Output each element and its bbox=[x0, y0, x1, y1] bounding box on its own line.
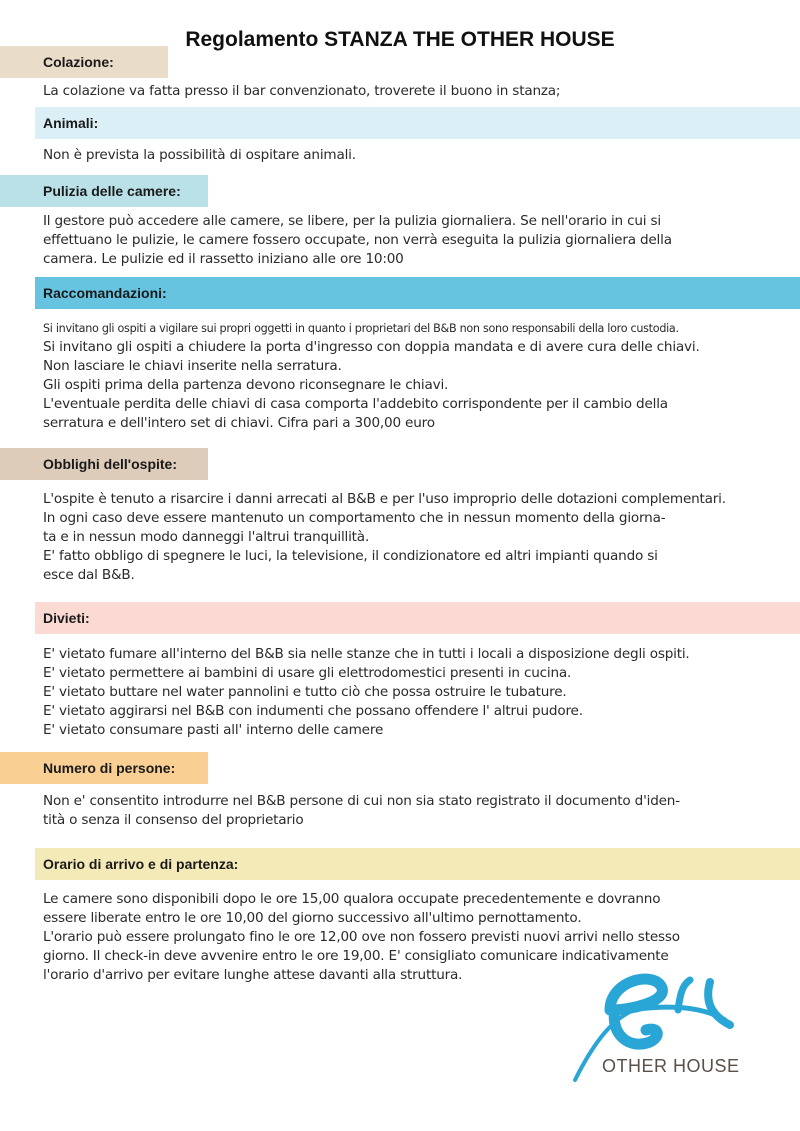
text-line: tità o senza il consenso del proprietario bbox=[43, 812, 304, 828]
text-line: La colazione va fatta presso il bar convenzionato, troverete il buono in stanza; bbox=[43, 83, 561, 99]
text-line: l'orario d'arrivo per evitare lunghe attese davanti alla struttura. bbox=[43, 967, 463, 983]
text-line: Gli ospiti prima della partenza devono riconsegnare le chiavi. bbox=[43, 377, 449, 393]
text-line: E' vietato aggirarsi nel B&B con indumenti che possano offendere l' altrui pudore. bbox=[43, 703, 583, 719]
text-line: essere liberate entro le ore 10,00 del giorno successivo all'ultimo pernottamento. bbox=[43, 910, 582, 926]
text-line: L'eventuale perdita delle chiavi di casa comporta l'addebito corrispondente per il cambio della bbox=[43, 396, 668, 412]
section-body-animali bbox=[43, 146, 356, 165]
section-heading-colazione: Colazione: bbox=[0, 46, 168, 78]
text-line: serratura e dell'intero set di chiavi. Cifra pari a 300,00 euro bbox=[43, 415, 435, 431]
section-heading-obblighi: Obblighi dell'ospite: bbox=[0, 448, 208, 480]
page-title: Regolamento STANZA THE OTHER HOUSE bbox=[185, 28, 615, 51]
logo-text: OTHER HOUSE bbox=[602, 1056, 740, 1076]
text-line: Si invitano gli ospiti a chiudere la porta d'ingresso con doppia mandata e di avere cura delle chiavi. bbox=[43, 339, 700, 355]
section-heading-orario: Orario di arrivo e di partenza: bbox=[35, 848, 800, 880]
text-line: Non e' consentito introdurre nel B&B persone di cui non sia stato registrato il documento d'iden- bbox=[43, 793, 680, 809]
text-line: Il gestore può accedere alle camere, se libere, per la pulizia giornaliera. Se nell'orario in cui si bbox=[43, 213, 661, 229]
text-line: L'orario può essere prolungato fino le ore 12,00 ove non fossero previsti nuovi arrivi nello stesso bbox=[43, 929, 680, 945]
section-body-obblighi bbox=[43, 490, 726, 585]
section-body-colazione bbox=[43, 82, 560, 101]
text-line: E' vietato fumare all'interno del B&B sia nelle stanze che in tutti i locali a disposizione degli ospiti. bbox=[43, 646, 690, 662]
section-body-pulizia bbox=[43, 212, 672, 269]
section-heading-animali: Animali: bbox=[35, 107, 800, 139]
text-line: Non è prevista la possibilità di ospitare animali. bbox=[43, 147, 356, 163]
text-line: In ogni caso deve essere mantenuto un comportamento che in nessun momento della giorna- bbox=[43, 510, 666, 526]
section-body-numero bbox=[43, 792, 680, 830]
text-line: esce dal B&B. bbox=[43, 567, 135, 583]
text-line: E' vietato consumare pasti all' interno delle camere bbox=[43, 722, 384, 738]
section-heading-divieti: Divieti: bbox=[35, 602, 800, 634]
section-heading-raccomandazioni: Raccomandazioni: bbox=[35, 277, 800, 309]
text-line: E' vietato permettere ai bambini di usare gli elettrodomestici presenti in cucina. bbox=[43, 665, 572, 681]
text-line: E' vietato buttare nel water pannolini e tutto ciò che possa ostruire le tubature. bbox=[43, 684, 567, 700]
text-line: ta e in nessun modo danneggi l'altrui tranquillità. bbox=[43, 529, 370, 545]
text-line: Le camere sono disponibili dopo le ore 15,00 qualora occupate precedentemente e dovranno bbox=[43, 891, 661, 907]
text-line: camera. Le pulizie ed il rassetto iniziano alle ore 10:00 bbox=[43, 251, 404, 267]
text-line: L'ospite è tenuto a risarcire i danni arrecati al B&B e per l'uso improprio delle dotazioni complementari. bbox=[43, 491, 726, 507]
other-house-logo bbox=[570, 970, 750, 1085]
text-line: Si invitano gli ospiti a vigilare sui propri oggetti in quanto i proprietari del B&B non sono responsabili della loro custodia. bbox=[43, 322, 679, 335]
text-line: giorno. Il check-in deve avvenire entro le ore 19,00. E' consigliato comunicare indicativamente bbox=[43, 948, 669, 964]
text-line: E' fatto obbligo di spegnere le luci, la televisione, il condizionatore ed altri impianti quando si bbox=[43, 548, 658, 564]
section-heading-numero: Numero di persone: bbox=[0, 752, 208, 784]
section-body-raccomandazioni bbox=[43, 319, 700, 433]
section-body-divieti bbox=[43, 645, 690, 740]
text-line: Non lasciare le chiavi inserite nella serratura. bbox=[43, 358, 342, 374]
section-heading-pulizia: Pulizia delle camere: bbox=[0, 175, 208, 207]
text-line: effettuano le pulizie, le camere fossero occupate, non verrà eseguita la pulizia giornaliera della bbox=[43, 232, 672, 248]
